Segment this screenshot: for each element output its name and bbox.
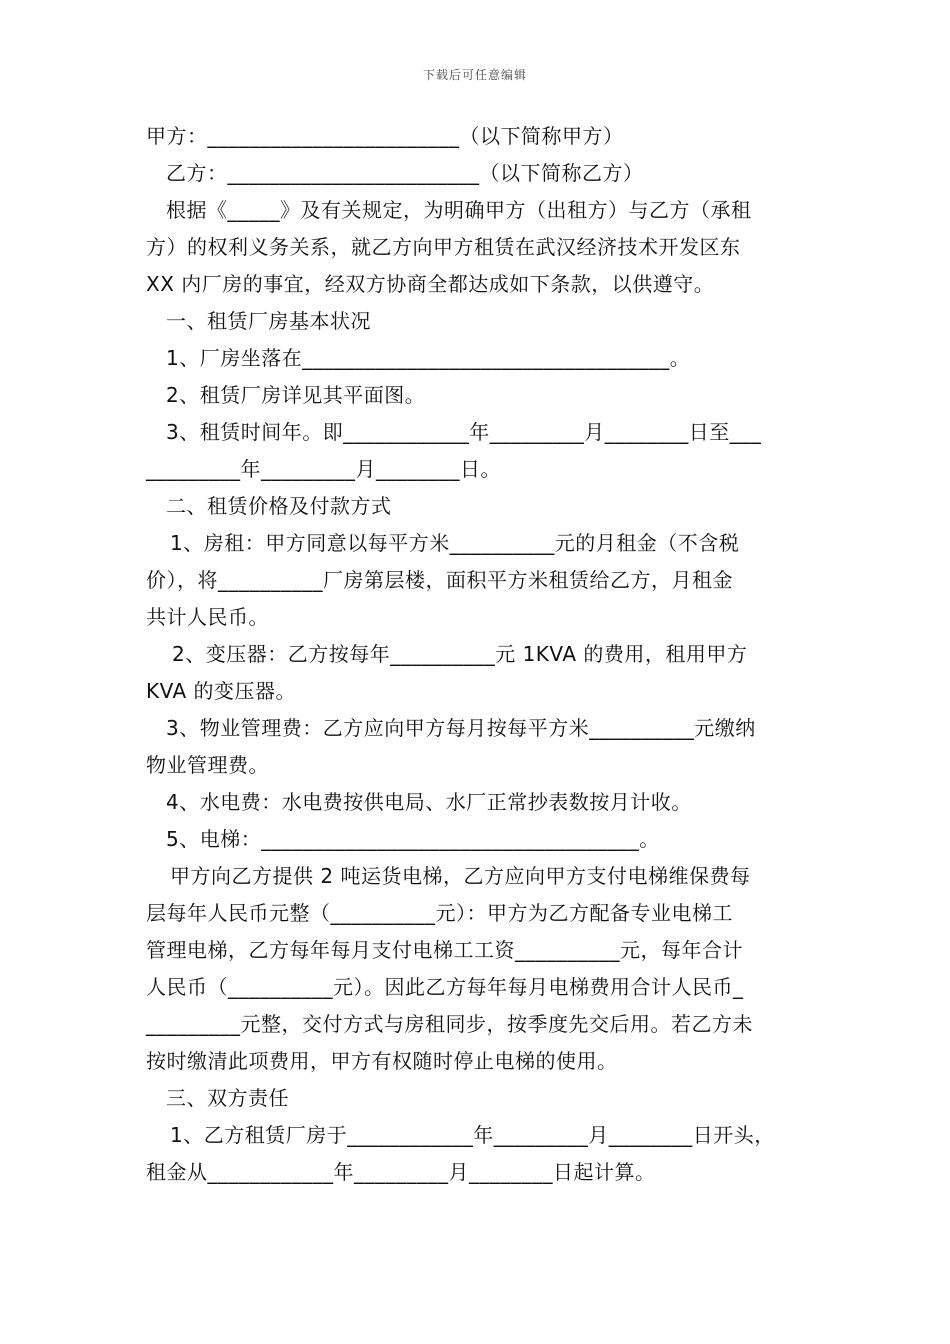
clause-line: 5、电梯：____________________________________。 <box>166 827 660 851</box>
clause-line: 1、厂房坐落在___________________________________。 <box>166 346 691 370</box>
clause-line: 1、乙方租赁厂房于____________年_________月________日开头， <box>170 1123 775 1147</box>
party-b-line: 乙方：________________________（以下简称乙方） <box>166 161 644 185</box>
clause-line: 人民币（__________元）。因此乙方每年每月电梯费用合计人民币_ <box>146 975 744 999</box>
section-heading: 一、租赁厂房基本状况 <box>166 309 371 333</box>
clause-line: _________元整，交付方式与房租同步，按季度先交后用。若乙方未 <box>146 1012 753 1036</box>
clause-line: 1、房租：甲方同意以每平方米__________元的月租金（不含税 <box>170 531 740 555</box>
preamble-line: XX 内厂房的事宜，经双方协商全都达成如下条款，以供遵守。 <box>146 272 715 296</box>
party-a-line: 甲方：________________________（以下简称甲方） <box>146 124 624 148</box>
clause-line: 4、水电费：水电费按供电局、水厂正常抄表数按月计收。 <box>166 790 692 814</box>
clause-line: _________年_________月________日。 <box>146 457 501 481</box>
contract-body <box>146 118 846 1191</box>
clause-line: 价），将__________厂房第层楼，面积平方米租赁给乙方，月租金 <box>146 568 733 592</box>
clause-line: 租金从____________年_________月________日起计算。 <box>146 1160 656 1184</box>
clause-line: 层每年人民币元整（__________元）：甲方为乙方配备专业电梯工 <box>146 901 733 925</box>
clause-line: 2、租赁厂房详见其平面图。 <box>166 383 426 407</box>
preamble-line: 根据《_____》及有关规定，为明确甲方（出租方）与乙方（承租 <box>166 198 752 222</box>
section-heading: 三、双方责任 <box>166 1086 289 1110</box>
clause-line: 3、物业管理费：乙方应向甲方每月按每平方米__________元缴纳 <box>166 716 756 740</box>
clause-line: 共计人民币。 <box>146 605 269 629</box>
clause-line: 按时缴清此项费用，甲方有权随时停止电梯的使用。 <box>146 1049 618 1073</box>
clause-line: 管理电梯，乙方每年每月支付电梯工工资__________元，每年合计 <box>146 938 743 962</box>
clause-line: 3、租赁时间年。即____________年_________月________日至___ <box>166 420 762 444</box>
clause-line: 2、变压器：乙方按每年__________元 1KVA 的费用，租用甲方 <box>172 642 748 666</box>
section-heading: 二、租赁价格及付款方式 <box>166 494 392 518</box>
clause-line: KVA 的变压器。 <box>146 679 297 703</box>
clause-line: 物业管理费。 <box>146 753 269 777</box>
page-header: 下载后可任意编辑 <box>422 68 527 82</box>
clause-line: 甲方向乙方提供 2 吨运货电梯，乙方应向甲方支付电梯维保费每 <box>170 864 751 888</box>
preamble-line: 方）的权利义务关系，就乙方向甲方租赁在武汉经济技术开发区东 <box>146 235 741 259</box>
